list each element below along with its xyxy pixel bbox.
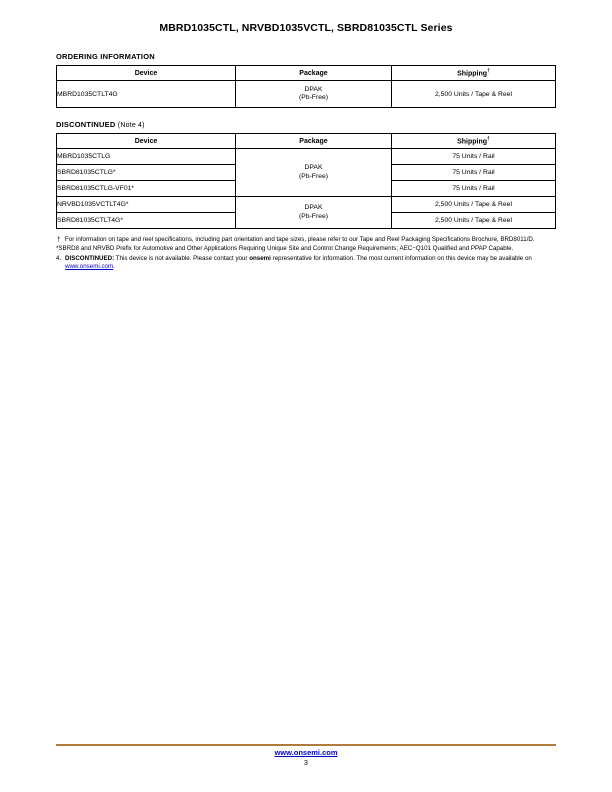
cell-device: SBRD81035CTLG-VF01* (57, 181, 236, 197)
footnote-note-4-brand: onsemi (249, 254, 271, 262)
cell-device: NRVBD1035VCTLT4G* (57, 197, 236, 213)
cell-shipping: 75 Units / Rail (392, 149, 556, 165)
footnote-note-4-text-b: representative for information. The most current information on this device may be available on (272, 254, 532, 262)
package-line-2: (Pb-Free) (298, 94, 329, 101)
column-header-shipping (392, 66, 556, 81)
discontinued-heading-text: DISCONTINUED (56, 120, 116, 129)
footnote-note-4-bold: DISCONTINUED: (65, 254, 115, 262)
footnote-asterisk (56, 245, 556, 253)
footnote-note-4-text-a: This device is not available. Please contact your (115, 254, 248, 262)
column-header-device: Device (57, 66, 236, 81)
discontinued-heading (56, 120, 556, 129)
footnote-dagger (56, 236, 556, 244)
table-header-row (57, 134, 556, 149)
table-row (57, 149, 556, 165)
footnote-note-4-marker: 4. (56, 254, 62, 262)
column-header-shipping-text: Shipping (457, 138, 488, 146)
dagger-superscript: † (487, 68, 490, 75)
footnote-note-4-text-c: . (113, 263, 115, 271)
column-header-package: Package (236, 66, 392, 81)
column-header-shipping-text: Shipping (457, 70, 488, 78)
package-line-2: (Pb-Free) (298, 212, 329, 220)
column-header-shipping (392, 134, 556, 149)
cell-device: SBRD81035CTLT4G* (57, 213, 236, 229)
onsemi-link[interactable]: www.onsemi.com (65, 263, 114, 271)
package-line-1: DPAK (304, 204, 323, 212)
footer-link (0, 748, 612, 757)
ordering-information-table (56, 65, 556, 108)
table-row (57, 81, 556, 108)
cell-package-group-1 (236, 149, 392, 197)
dagger-superscript: † (487, 136, 490, 143)
ordering-information-heading-text: ORDERING INFORMATION (56, 52, 155, 61)
footer-onsemi-link[interactable]: www.onsemi.com (274, 748, 338, 757)
cell-shipping: 2,500 Units / Tape & Reel (392, 197, 556, 213)
cell-shipping: 75 Units / Rail (392, 165, 556, 181)
table-row (57, 197, 556, 213)
package-line-1: DPAK (304, 164, 323, 172)
cell-device: MBRD1035CTLG (57, 149, 236, 165)
footer-divider (56, 744, 556, 746)
cell-shipping: 2,500 Units / Tape & Reel (392, 81, 556, 108)
column-header-device: Device (57, 134, 236, 149)
page-number: 3 (304, 760, 308, 767)
page-title: MBRD1035CTL, NRVBD1035VCTL, SBRD81035CTL Series (159, 22, 453, 34)
discontinued-table (56, 133, 556, 229)
cell-device: SBRD81035CTLG* (57, 165, 236, 181)
section-spacer (56, 108, 556, 120)
table-header-row (57, 66, 556, 81)
footnote-note-4 (56, 255, 556, 272)
cell-device: MBRD1035CTLT4G (57, 81, 236, 108)
cell-shipping: 75 Units / Rail (392, 181, 556, 197)
footnote-dagger-text: For information on tape and reel specifications, including part orientation and tape sizes, please refer to our Tape and Reel Packaging Specifications Brochure, BRD8011/D. (65, 236, 535, 243)
cell-shipping: 2,500 Units / Tape & Reel (392, 213, 556, 229)
cell-package-group-2 (236, 197, 392, 229)
discontinued-heading-note: (Note 4) (117, 122, 145, 129)
footnote-dagger-marker: † (57, 236, 61, 243)
footnote-asterisk-text: *SBRD8 and NRVBD Prefix for Automotive and Other Applications Requiring Unique Site and Control Change Requirements; AEC−Q101 Qualified and PPAP Capable. (56, 245, 514, 253)
package-line-1: DPAK (304, 85, 323, 93)
footnotes (56, 236, 556, 271)
document-content (56, 52, 556, 272)
column-header-package: Package (236, 134, 392, 149)
cell-package (236, 81, 392, 108)
ordering-information-heading (56, 52, 556, 61)
package-line-2: (Pb-Free) (298, 172, 329, 180)
